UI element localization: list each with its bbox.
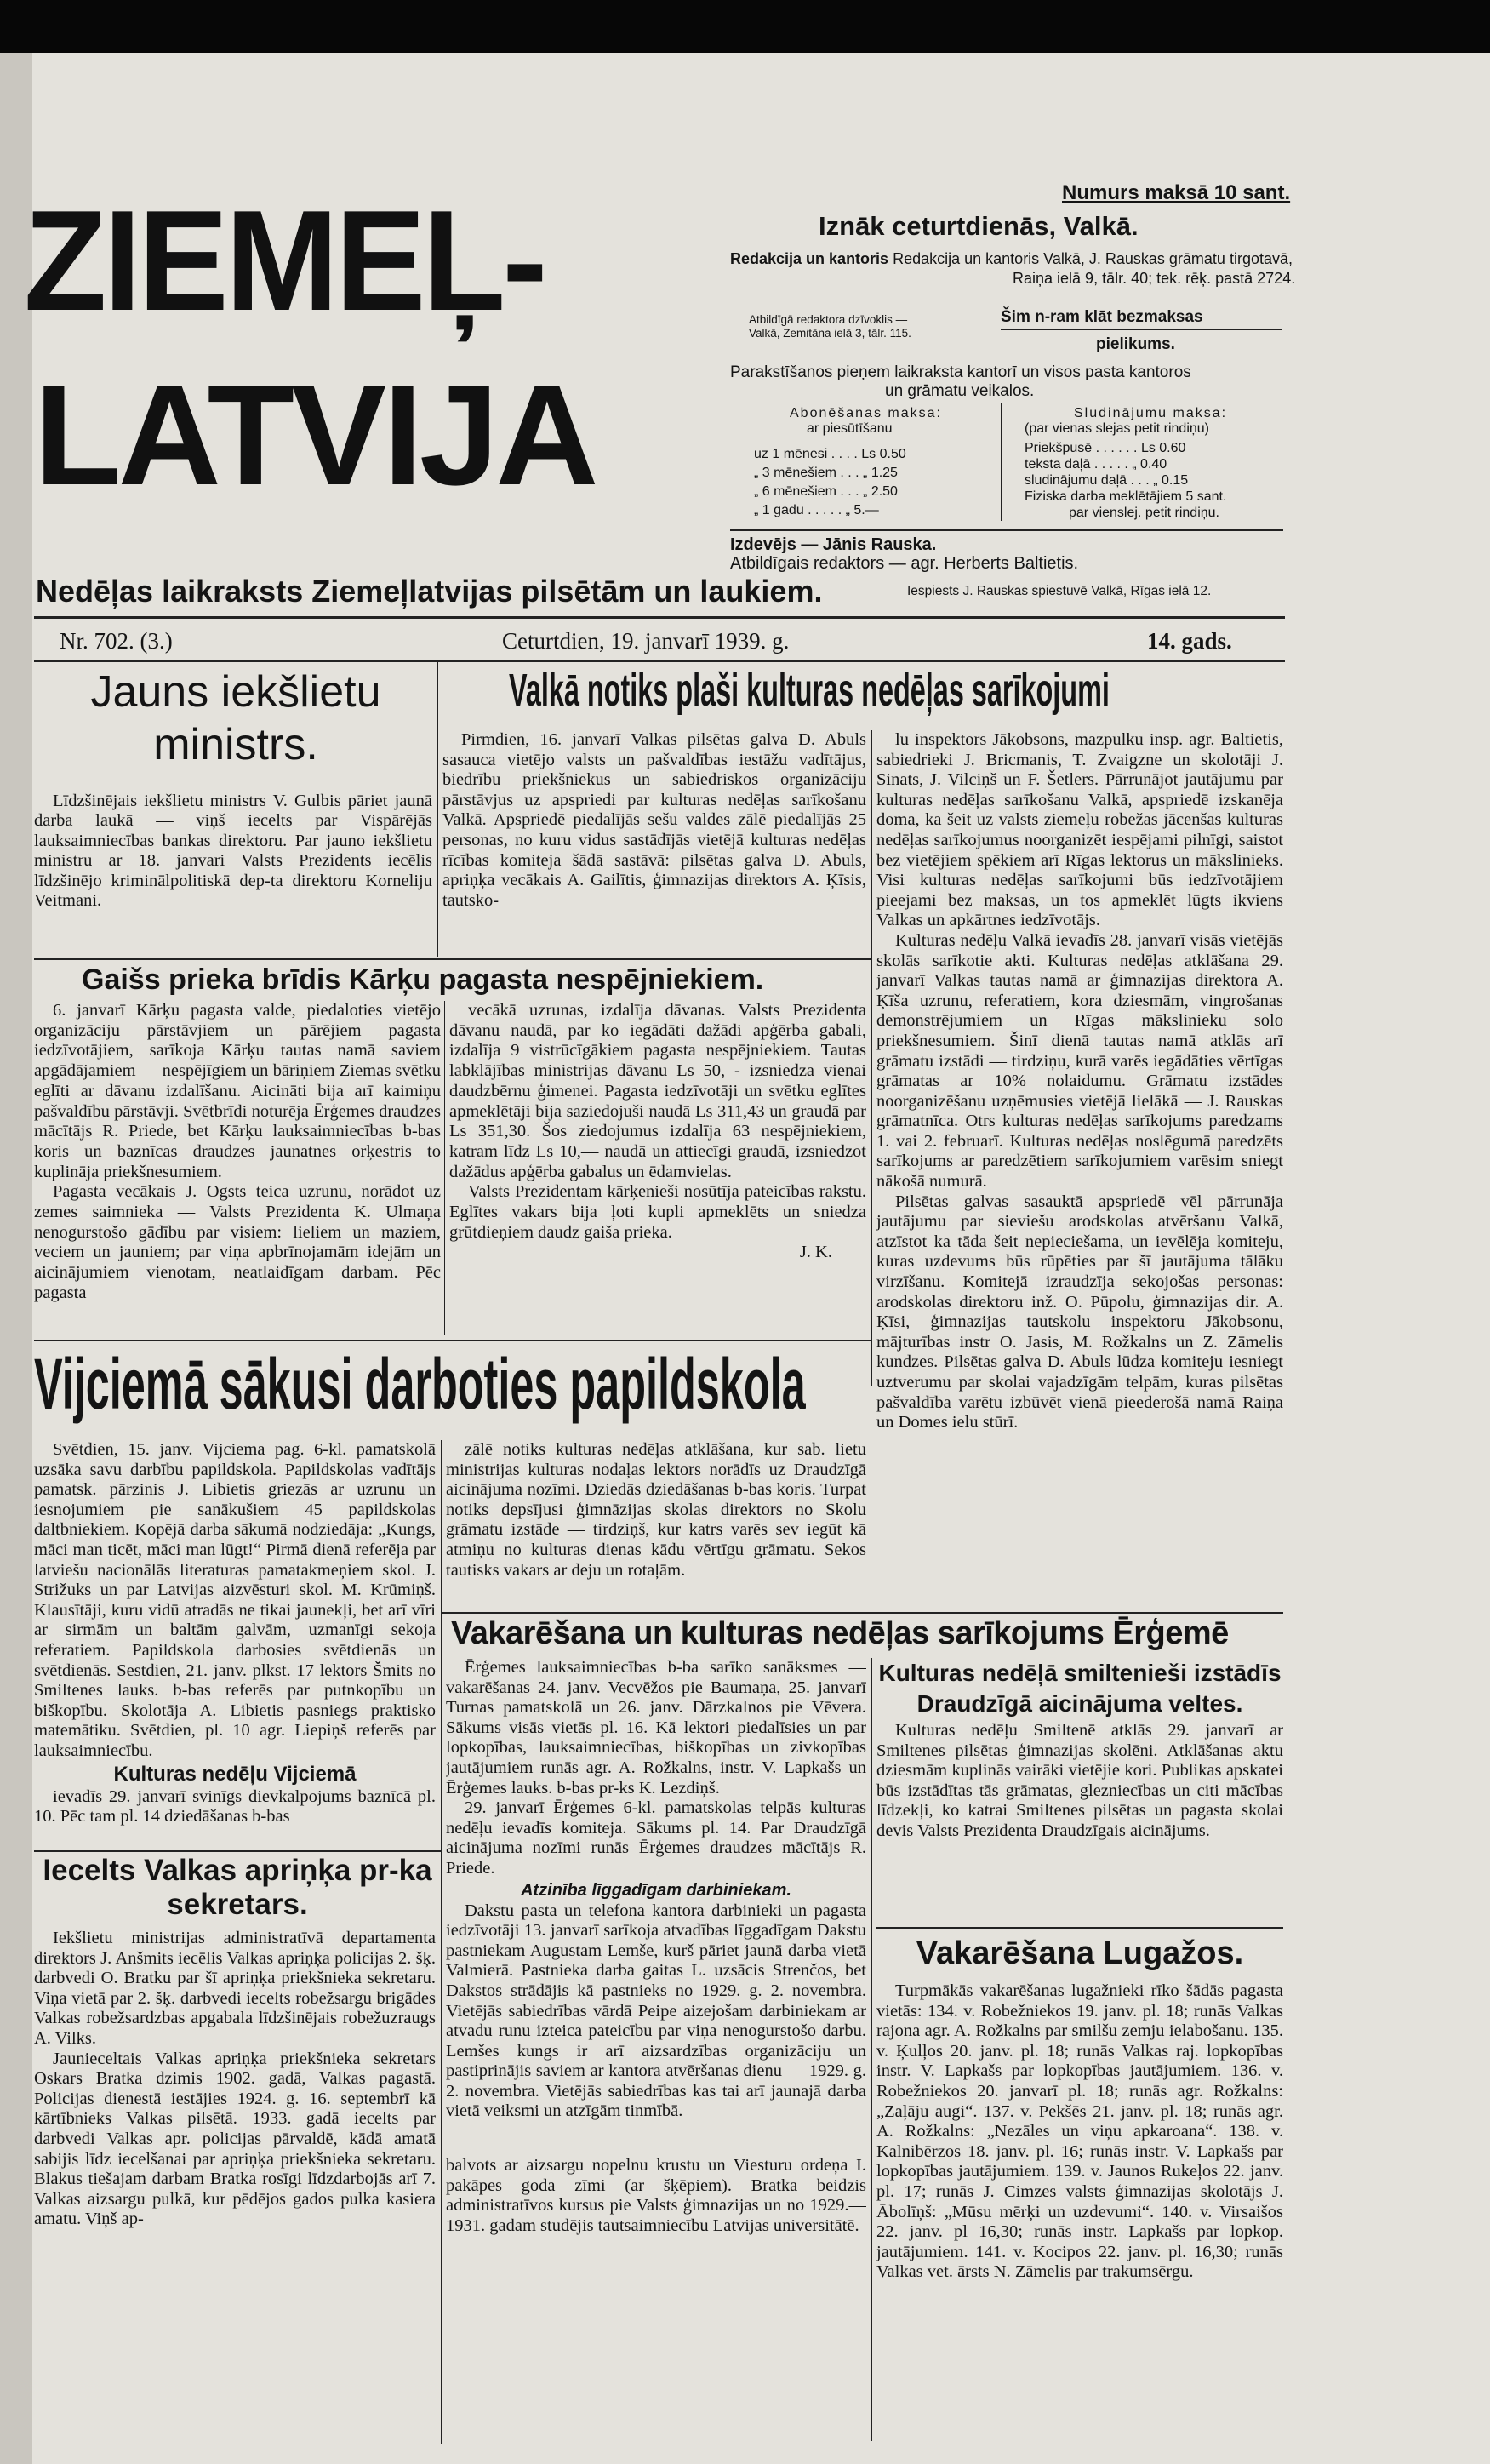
newspaper-page [0,53,1490,2464]
ads-row: Priekšpusē . . . . . . Ls 0.60 [1025,441,1186,455]
logo-line-2: LATVIJA [34,355,596,515]
col-divider [444,1001,445,1335]
article-1-title-line-2: ministrs. [153,720,318,769]
article-4-text-2: zālē notiks kulturas nedēļas atklāšana, kur sab. lietu ministrijas kulturas nodaļas lektors norādīs uz Draudzīgā aicinājuma nozīmi. Dziedās dziedāšanas b-bas koris. Turpat notiks depsījusi ģimnāzijas skolas direktors no Skolu grāmatu izstāde — tirdziņš, kur katrs varēs sev iegūt kā atmiņu no kulturas dienas kādu vērtīgu grāmatu. Sekos tautisks vakars ar deju un rotaļām. [446,1440,866,1580]
article-2-text-2b: Kulturas nedēļu Valkā ievadīs 28. janvarī visās vietējās skolās sarīkotie akti. Kulturas nedēļas atklāšana 29. janvarī Valkas tautas namā ar ģimnazijas direktora A. Ķīša uzrunu, referatiem, kora dziesmām, vingrošanas demonstrējumiem un Rīgas mākslinieku solo priekšnesumiem. Šinī dienā tautas namā atklās arī grāmatu izstādi — tirdziņu, kurā varēs iegādāties vērtīgas grāmatas ar 10% nolaidumu. Grāmatu izstādes noorganizēšanu uzņēmusies vietējā lielākā — J. Rauskas grāmatnīca. Otrs kulturas nedēļas sarīkojums paredzams 1. vai 2. februarī. Kulturas nedēļas noslēgumā paredzēts sarīkojums ar paredzētiem sarīkojumiem varēsim sniegt nākošā numurā. [876,930,1283,1192]
section-rule [34,1850,441,1852]
article-7-title-line-2: Draudzīgā aicinājuma veltes. [916,1690,1243,1717]
article-3-col-1 [34,1001,441,1335]
paper-edge [0,53,32,2464]
ads-row: teksta daļā . . . . . „ 0.40 [1025,457,1167,472]
ads-row: Fiziska darba meklētājiem 5 sant. [1025,489,1227,504]
issue-number: Nr. 702. (3.) [60,628,173,654]
article-1-text: Līdzšinējais iekšlietu ministrs V. Gulbis pāriet jaunā darba laukā — viņš iecelts par Vispārējās lauksaimniecības bankas direktoru. Par jauno iekšlietu ministru ar 18. janvari Valsts Prezidents iecēlis līdzšinējo kriminālpolitiskā dep-ta direktoru Korneliju Veitmani. [34,792,432,911]
article-4-subhead: Kulturas nedēļu Vijciemā [113,1762,357,1786]
issue-date: Ceturtdien, 19. janvarī 1939. g. [502,628,790,654]
col-divider [437,662,438,957]
col-divider [441,1440,442,2444]
ad-box-rule [1001,329,1282,330]
article-2-text-2c: Pilsētas galvas sasauktā apspriedē vēl pārrunāja jautājumu par sieviešu arodskolas atvēršanu Valkā, atzīstot ka tāda šeit nepieciešama, un ievēlēja komiteju, kuras uzdevums būs rūpēties par šī jautājuma tālāku virzīšanu. Komitejā izraudzīja sekojošas personas: arodskolas direktoru inž. O. Pūpolu, ģimnazijas dir. A. Ķīsi, ģimnazijas tautskolu inspektoru Jākobsonu, mājturības instr O. Jasis, M. Rožkalns un Z. Zāmelis kundzes. Pilsētas galva D. Abuls lūdza komiteju iesniegt uztverumu par skolai vajadzīgām telpām, kuras pilsētas pašvaldība varētu izbūvēt vienā pieederošā namā Raiņa un Domes ielu stūrī. [876,1192,1283,1432]
price: Numurs maksā 10 sant. [1062,181,1291,204]
article-1-body [34,792,432,953]
article-7-title-line-1: Kulturas nedēļā smiltenieši izstādīs [878,1660,1282,1686]
article-8-title: Vakarēšana Lugažos. [916,1935,1244,1971]
office-line-1: Redakcija un kantoris Redakcija un kantoris Valkā, J. Rauskas grāmatu tirgotavā, [730,250,1293,267]
article-3-title: Gaišs prieka brīdis Kārķu pagasta nespējniekiem. [82,963,764,996]
ad-box-line-2: pielikums. [1096,335,1175,353]
article-5-title: Iecelts Valkas apriņķa pr-ka sekretars. [43,1854,432,1921]
article-2-text-2: lu inspektors Jākobsons, mazpulku insp. agr. Baltietis, sabiedrieki J. Bricmanis, T. Zvaigzne un skolotāji J. Sinats, J. Vilciņš un F. Šetlers. Pārrunājot jautājumu par kulturas nedēļas sarīkošanu Valkā, apspriedē izskanēja doma, ka šeit uz valsts ziemeļu robežas jācenšas kulturas nedēļas sarīkojumus noorganizēt iespējami pilnīgi, saistot bez vietējiem spēkiem arī Rīgas lektorus un mākslinieks. Visi kulturas nedēļas sarīkojumi būs iedzīvotājiem pieejami bez maksas, un tos apmeklēt lūgts ikviens Valkas un apkārtnes iedzīvotājs. [876,730,1283,930]
article-2-title: Valkā notiks plaši kulturas nedēļas sarīkojumi [509,665,1110,716]
dateline-rule-bottom [34,660,1285,662]
logo-line-1: ZIEMEĻ- [24,180,545,340]
masthead-subtitle: Nedēļas laikraksts Ziemeļlatvijas pilsētām un laukiem. [36,574,823,609]
subs-row: „ 3 mēnešiem . . . „ 1.25 [754,466,898,480]
article-7-text: Kulturas nedēļu Smiltenē atklās 29. janvarī ar Smiltenes pilsētas ģimnazijas skolēni. Atklāšanas aktu dziesmām kuplinās vairāki vietējie kori. Publikas apskatei būs izstādītas tās grāmatas, glezniecības un citi mācības līdzekļi, ko katrai Smiltenes pilsētas un pagasta skolai devis Valsts Prezidenta Draudzīgais aicinājums. [876,1721,1283,1840]
section-rule [876,1927,1283,1929]
subs-row: „ 6 mēnešiem . . . „ 2.50 [754,484,898,499]
article-8-text: Turpmākās vakarēšanas lugažnieki rīko šādās pagasta vietās: 134. v. Robežniekos 19. janv. pl. 18; runās Valkas rajona agr. A. Rožkalns par smilšu zemju ielabošanu. 135. v. Ķulļos 20. janv. pl. 18; runās Valkas raj. lopkopības instr. V. Lapkašs par lopkopības jautājumiem. 136. v. Robežniekos 20. janvarī pl. 18; runās agr. Rožkalns: „Zaļāju augi“. 137. v. Pekšēs 21. janv. pl. 18; runās agr. A. Rožkalns: „Nezāles un viņu apkaroana“. 138. v. Kalnibērzos 18. janv. pl. 16; runās instr. V. Lapkašs par lopkopības jautājumiem. 139. v. Jaunos Rukeļos 22. janv. pl. 17; runās J. Cimzes valsts ģimnazijas skolotājs J. Ābolīņš: „Mūsu mērķi un uzdevumi“. 140. v. Virsaišos 22. janv. pl 16,30; runās instr. Lapkašs par lopkop. jautājumiem. 141. v. Kocipos 22. janv. pl. 16,30; runās Valkas vet. ārsts N. Zāmelis par trakumsērgu. [876,1981,1283,2282]
article-4-text-1b: ievadīs 29. janvarī svinīgs dievkalpojums baznīcā pl. 10. Pēc tam pl. 14 dziedāšanas b-bas [34,1787,436,1827]
col-divider [871,1658,872,2441]
article-3-text-2: vecākā uzrunas, izdalīja dāvanas. Valsts Prezidenta dāvanu naudā, par ko iegādāti dažādi apģērba gabali, izdalīja 9 vistrūcīgākiem pagasta nespējniekiem. Tautas labklājības ministrijas dāvanu Ls 50, - izsniedza vienai daudzbērnu ģimenei. Pagasta iedzīvotāji un svētku eglītes apmeklētāji bija saziedojuši naudā Ls 311,43 un graudā par Ls 351,30. Šos ziedojumus izdalīja 63 nespējniekiem, katram līdz Ls 10,— naudā un attiecīgi graudā, izsniedzot dažādus apģērba gabalus un ēdamvielas. [449,1001,866,1181]
subs-head-2: ar piesūtīšanu [807,421,893,436]
article-8-body [876,1981,1283,2433]
article-2-col-1 [442,730,866,956]
office-line-2: Raiņa ielā 9, tālr. 40; tek. rēķ. pastā 2724. [1013,270,1296,287]
col-divider [871,730,872,1386]
subs-row: uz 1 mēnesi . . . . Ls 0.50 [754,447,906,461]
article-2-text-1: Pirmdien, 16. janvarī Valkas pilsētas galva D. Abuls sasauca vietējo valsts un pašvaldības iestāžu vadītājus, biedrību priekšniekus un sabiedriskos organizāciju pārstāvjus uz apspriedi par kulturas nedēļas sarīkošanu Valkā. Apspriedē piedalījās sešu valdes zālē piedalījās 25 personas, no kuru vidus sastādījās vietējā kulturas nedēļas rīcības komiteja šādā sastāvā: pilsētas galva D. Abuls, apriņķa vecākais A. Gailītis, ģimnazijas direktors A. Ķīsis, tautsko- [442,730,866,910]
article-6-title: Vakarēšana un kulturas nedēļas sarīkojums Ērģemē [451,1615,1229,1651]
subs-head: Abonēšanas maksa: [790,406,942,420]
article-5-text-1: Iekšlietu ministrijas administratīvā departamenta direktors J. Anšmits iecēlis Valkas apriņķa policijas 2. šķ. darbvedi O. Bratku par šī apriņķa priekšnieka sekretaru. Viņa vietā par 2. šķ. darbvedi iecelts robežsargu brigādes Valkas robežsardzbas apgabala līdzšinējais robežuzraugs A. Vilks. [34,1929,436,2048]
article-6-text-1: Ērģemes lauksaimniecības b-ba sarīko sanāksmes — vakarēšanas 24. janv. Vecvēžos pie Baumaņa, 25. janvarī Turnas pamatskolā un 26. janv. Dārzkalnos pie Vēvera. Sākums visās vietās pl. 16. Kā lektori piedalīsies un par lopkopības, lauksaimniecības, biškopības un zivkopības jautājumiem runās agr. A. Rožkalns, instr. V. Lapkašs un Ērģemes lauks. b-bas pr-ks K. Lezdiņš. [446,1658,866,1798]
dateline-rule-top [34,616,1285,619]
ads-row: sludinājumu daļā . . . „ 0.15 [1025,473,1189,488]
article-7-body [876,1721,1283,1925]
ads-head-2: (par vienas slejas petit rindiņu) [1025,421,1209,436]
article-4-col-2 [446,1440,866,1606]
article-3-text-1: 6. janvarī Kārķu pagasta valde, piedaloties vietējo organizāciju pārstāvjiem un pārējiem pagasta iedzīvotājiem, sarīkoja Kārķu tautas namā saviem apgādājamiem — nespējīgiem un bāriņiem Ziemas svētku eglīti ar dāvanu izdalīšanu. Aicināti bija arī kaimiņu pašvaldību pārstāvji. Svētbrīdi noturēja Ērģemes draudzes mācītājs R. Priede, bet Kārķu lauksaimniecības b-bas koris un baznīcas draudzes jaunatnes orķestris to kuplināja priekšnesumiem. [34,1001,441,1181]
masthead-table-divider [1001,403,1002,521]
publisher: Izdevējs — Jānis Rauska. [730,535,937,554]
masthead-rule [730,529,1283,531]
article-2-col-2 [876,730,1283,1626]
article-3-col-2 [449,1001,866,1335]
article-3-text-1b: Pagasta vecākais J. Ogsts teica uzrunu, norādot uz zemes saimnieka — Valsts Prezidenta K. Ulmaņa nenogurstošo gādību par visiem: lieliem un maziem, veciem un jauniem; par viņa apbrīnojamām idejām un aicinājumiem vienotam, neatlaidīgam darbam. Pēc pagasta [34,1182,441,1302]
ads-head: Sludinājumu maksa: [1074,406,1228,420]
editor-note-1: Atbildīgā redaktora dzīvoklis — [749,313,908,326]
article-6-text-1d: balvots ar aizsargu nopelnu krustu un Viesturu ordeņa I. pakāpes goda zīmi (ar šķēpiem). Bratka beidzis administratīvos kursus pie Valsts ģimnazijas un no 1929.—1931. gadam studējis tautsaimniecību Latvijas universitātē. [446,2156,866,2235]
subscribe-line-1: Parakstīšanos pieņem laikraksta kantorī un visos pasta kantoros [730,363,1191,381]
subscribe-line-2: un grāmatu veikalos. [885,382,1035,400]
section-rule [34,1340,871,1341]
appears: Iznāk ceturtdienās, Valkā. [819,211,1139,241]
editor-note-2: Valkā, Zemitāna ielā 3, tālr. 115. [749,327,911,340]
issue-year: 14. gads. [1147,628,1232,654]
article-6-col-1 [446,1658,866,2433]
article-3-signature: J. K. [799,1243,832,1262]
printer: Iespiests J. Rauskas spiestuvē Valkā, Rīgas ielā 12. [907,584,1212,598]
article-7-title [876,1658,1283,1719]
article-3-text-2b: Valsts Prezidentam kārķenieši nosūtīja pateicības rakstu. Eglītes vakars bija ļoti kupli apmeklēts un sniedza grūtdieņiem daudz gaiša prieka. [449,1182,866,1242]
responsible-editor: Atbildīgais redaktors — agr. Herberts Baltietis. [730,554,1079,573]
article-5-body [34,1929,436,2433]
section-rule [441,1612,1283,1614]
subs-row: „ 1 gadu . . . . . „ 5.— [754,503,879,517]
article-6-subhead: Atzinība līggadīgam darbiniekam. [521,1880,791,1900]
ads-row: par vienslej. petit rindiņu. [1069,506,1219,520]
article-6-text-1b: 29. janvarī Ērģemes 6-kl. pamatskolas telpās kulturas nedēļu ievadīs komiteja. Sākums pl. 14. Par Draudzīgā aicinājuma nozīmi runās Ērģemes draudzes mācītājs R. Priede. [446,1798,866,1878]
office-text-1: Redakcija un kantoris Valkā, J. Rauskas grāmatu tirgotavā, [893,250,1293,267]
article-4-title: Vijciemā sākusi darboties papildskola [34,1344,806,1424]
ad-box-line-1: Šim n-ram klāt bezmaksas [1001,308,1203,326]
article-4-text-1: Svētdien, 15. janv. Vijciema pag. 6-kl. pamatskolā uzsāka savu darbību papildskola. Papildskolas vadītājs pamatsk. pārzinis J. Libietis griezās ar uzrunu un iesnojumiem pie sanākušiem 45 papildskolas daltbniekiem. Kopējā darba sākumā nodziedāja: „Kungs, māci man ticēt, māci man lūgt!“ Pirmā dienā referēja par latviešu nacionālās literaturas pamatakmeņiem skol. J. Strižuks un par Latvijas aizvēsturi skol. M. Krūmiņš. Klausītāji, kuru vidū atradās ne tikai jaunekļi, bet arī vīri ar sirmām un baltām galvām, uzmanīgi sekoja referatiem. Papildskola darbosies svētdienās un svētdienās. Sestdien, 21. janv. plkst. 17 lektors Šmits no Smiltenes lauks. b-bas referēs par putnkopību un biškopību. Skolotāja A. Libietis pasniegs praktisko matemātiku. Svētdien, pl. 10 agr. Liepiņš referēs par lauksaimniecību. [34,1440,436,1760]
section-rule [34,958,871,960]
article-6-text-1c: Dakstu pasta un telefona kantora darbinieki un pagasta iedzīvotāji 13. janvarī sarīkoja atvadības līggadīgam Dakstu pastniekam Augustam Lemše, kurš pāriet jaunā darba vietā Valmierā. Pastnieka darba gaitas L. uzsācis Strenčos, bet Dakstos strādājis kā pastnieks no 1929. g. 2. novembra. Vietējās sabiedrības vārdā Peipe aizejošam darbiniekam ar atvadu runu izteica pateicību par viņa nenogurstošo darbu. Lemšes kungs ir arī aizsardzības organizāciju un pastiprinājis saviem ar kantora atvēršanas dienu — 1929. g. 2. novembra. Vietējās sabiedrības kas tai arī jaunajā darba vietā veiksmi un atzīgām tinmībā. [446,1901,866,2121]
article-1-title [44,666,427,771]
article-5-text-2: Jaunieceltais Valkas apriņķa priekšnieka sekretars Oskars Bratka dzimis 1902. gadā, Valkas pagastā. Policijas dienestā iestājies 1924. g. 16. septembrī kā kārtībnieks Valkas pilsētā. 1933. gadā iecelts par darbvedi Valkas apr. policijas pārvaldē, kādā amatā sabijis līdz iecelšanai par apriņķa priekšnieka sekretaru. Blakus tiešajam darbam Bratka rosīgi līdzdarbojās arī 7. Valkas aizsargu pulkā, kur pēdējos gados pulka kasiera amatu. Viņš ap- [34,2049,436,2229]
article-1-title-line-1: Jauns iekšlietu [90,667,381,717]
